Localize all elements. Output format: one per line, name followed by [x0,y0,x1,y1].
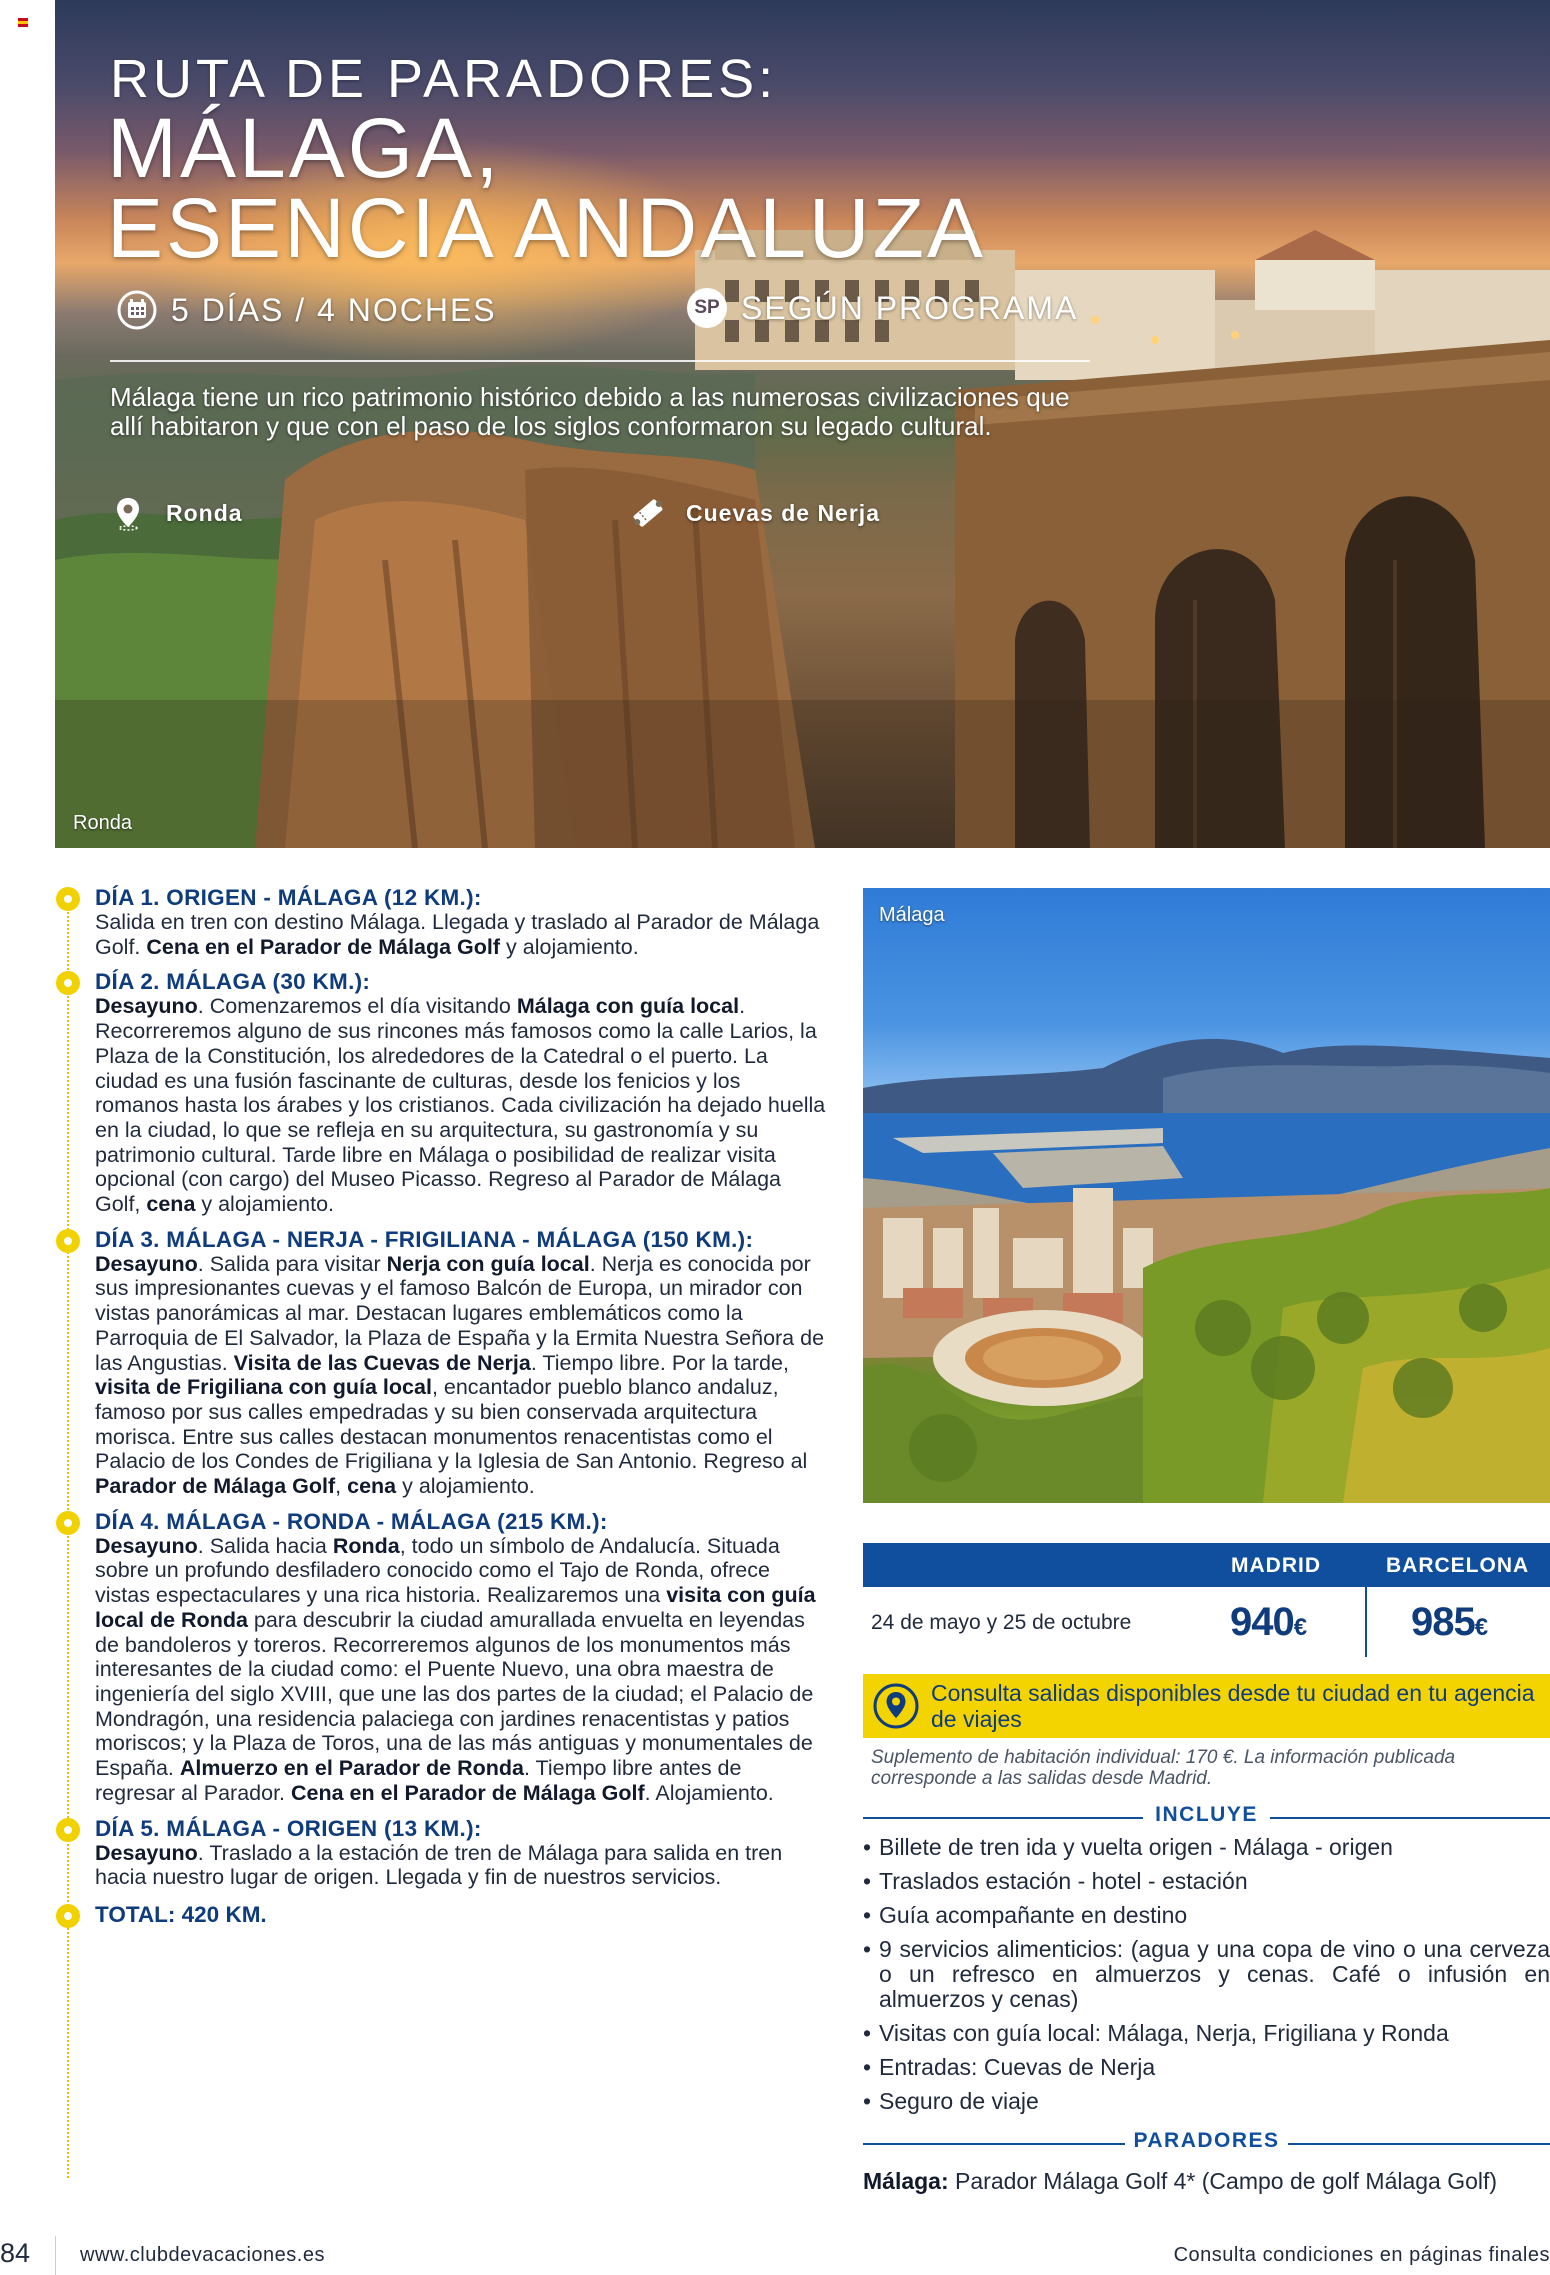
parador-name: Parador Málaga Golf 4* (Campo de golf Málaga Golf) [948,2168,1498,2194]
program-text: SEGÚN PROGRAMA [741,289,1079,326]
timeline-bullet-icon [56,1229,80,1253]
page-number: 84 [0,2238,31,2268]
highlight-cuevas-label: Cuevas de Nerja [686,499,880,526]
day-1-body: Salida en tren con destino Málaga. Llegada y traslado al Parador de Málaga Golf. Cena en el Parador de Málaga Golf y alojamiento. [95,910,820,959]
timeline-bullet-icon [56,1904,80,1928]
flag-mark [18,18,28,28]
calendar-icon [117,290,157,330]
highlight-cuevas-nerja [630,495,880,531]
incluye-item: • Billete de tren ida y vuelta origen - Málaga - origen [863,1835,1550,1860]
incluye-item: • Seguro de viaje [863,2089,1550,2114]
duration-meta [117,290,497,330]
timeline-bullet-icon [56,887,80,911]
day-5-title: DÍA 5. MÁLAGA - ORIGEN (13 KM.): [95,1815,482,1841]
incluye-item: • Entradas: Cuevas de Nerja [863,2055,1550,2080]
incluye-item: • Traslados estación - hotel - estación [863,1869,1550,1894]
incluye-item: • Visitas con guía local: Málaga, Nerja, Frigiliana y Ronda [863,2021,1550,2046]
footer-conditions: Consulta condiciones en páginas finales [1173,2244,1550,2266]
day-4-title: DÍA 4. MÁLAGA - RONDA - MÁLAGA (215 KM.): [95,1508,608,1534]
hero-title-line-1: MÁLAGA, [107,101,502,195]
price-col-barcelona: BARCELONA [1386,1554,1530,1577]
parador-city: Málaga: [863,2168,949,2194]
price-table-header [863,1543,1550,1587]
price-madrid: 940€ [1230,1600,1308,1644]
duration-text: 5 DÍAS / 4 NOCHES [171,291,497,328]
location-pin-icon [110,495,146,531]
itinerary [56,885,826,1928]
hero-highlights [110,495,1110,535]
sp-badge-icon [687,288,727,328]
hero-description: Málaga tiene un rico patrimonio histórico debido a las numerosas civilizaciones que allí habitaron y que con el paso de los siglos conformaron su legado cultural. [110,382,1070,441]
highlight-ronda [110,495,243,531]
footer-url[interactable]: www.clubdevacaciones.es [80,2244,325,2266]
paradores-heading [863,2129,1550,2159]
incluye-label: INCLUYE [1155,1803,1258,1826]
incluye-item: • Guía acompañante en destino [863,1903,1550,1928]
location-pin-icon [873,1683,919,1729]
total-text: TOTAL: 420 KM. [95,1901,267,1927]
timeline-bullet-icon [56,971,80,995]
day-3 [56,1227,826,1499]
malaga-photo-scene [863,888,1550,1503]
price-row [863,1587,1550,1657]
hero-photo-caption: Ronda [73,812,132,834]
price-divider [1365,1587,1367,1657]
day-2-title: DÍA 2. MÁLAGA (30 KM.): [95,969,371,995]
highlight-ronda-label: Ronda [166,499,243,526]
timeline-bullet-icon [56,1511,80,1535]
hero-banner [55,0,1550,848]
day-2-body: Desayuno. Comenzaremos el día visitando Málaga con guía local. Recorreremos alguno de sus rincones más famosos como la calle Larios, la Plaza de la Constitución, los alrededores de la Catedral o el puerto. La ciudad es una fusión fascinante de culturas, desde los fenicios y los romanos hasta los árabes y los cristianos. Cada civilización ha dejado huella en la ciudad, lo que se refleja en su arquitectura, su gastronomía y su patrimonio cultural. Tarde libre en Málaga o posibilidad de realizar visita opcional (con cargo) del Museo Picasso. Regreso al Parador de Málaga Golf, cena y alojamiento. [95,994,826,1217]
paradores-label: PARADORES [1133,2129,1280,2152]
hero-title-line-2: ESENCIA ANDALUZA [107,181,986,275]
parador-entry [863,2168,1497,2195]
footer-divider [55,2236,56,2275]
incluye-heading [863,1803,1550,1833]
program-meta [687,288,1078,328]
hero-eyebrow: RUTA DE PARADORES: [110,49,778,109]
day-4 [56,1509,826,1806]
sp-badge-text: SP [694,297,720,318]
incluye-list [863,1835,1550,2123]
price-barcelona: 985€ [1411,1600,1489,1644]
day-2 [56,969,826,1216]
ticket-icon [630,495,666,531]
malaga-photo-caption: Málaga [879,904,945,926]
day-3-body: Desayuno. Salida para visitar Nerja con guía local. Nerja es conocida por sus impresionantes cuevas y el famoso Balcón de Europa, un mirador con vistas panorámicas al mar. Destacan lugares emblemáticos como la Parroquia de El Salvador, la Plaza de España y la Ermita Nuestra Señora de las Angustias. Visita de las Cuevas de Nerja. Tiempo libre. Por la tarde, visita de Frigiliana con guía local, encantador pueblo blanco andaluz, famoso por sus calles empedradas y su bien conservada arquitectura morisca. Entre sus calles destacan monumentos renacentistas como el Palacio de los Condes de Frigiliana y la Iglesia de San Antonio. Regreso al Parador de Málaga Golf, cena y alojamiento. [95,1251,825,1499]
incluye-item: • 9 servicios alimenticios: (agua y una copa de vino o una cerveza o un refresco en almuerzos y cenas. Café o infusión en almuerzos y cenas) [863,1937,1550,2012]
price-dates: 24 de mayo y 25 de octubre [871,1611,1132,1634]
price-col-madrid: MADRID [1231,1554,1321,1577]
day-1 [56,885,826,959]
suplemento-note: Suplemento de habitación individual: 170 €. La información publicada corresponde a las salidas desde Madrid. [871,1747,1456,1789]
itinerary-total [56,1902,826,1928]
malaga-photo [863,888,1550,1503]
day-5 [56,1816,826,1890]
hero-divider [110,360,1090,362]
price-table [863,1543,1550,1657]
hero-meta-row [117,288,1079,332]
consult-banner [863,1674,1550,1738]
timeline-bullet-icon [56,1818,80,1842]
day-4-body: Desayuno. Salida hacia Ronda, todo un símbolo de Andalucía. Situada sobre un profundo desfiladero conocido como el Tajo de Ronda, ofrece vistas espectaculares y una rica historia. Realizaremos una visita con guía local de Ronda para descubrir la ciudad amurallada envuelta en leyendas de bandoleros y toreros. Recorreremos algunos de los monumentos más interesantes de la ciudad como: el Puente Nuevo, una obra maestra de ingeniería del siglo XVIII, que une las dos partes de la ciudad; el Palacio de Mondragón, una residencia palaciega con jardines renacentistas y patios moriscos; y la Plaza de Toros, una de las más antiguas y monumentales de España. Almuerzo en el Parador de Ronda. Tiempo libre antes de regresar al Parador. Cena en el Parador de Málaga Golf. Alojamiento. [95,1533,816,1805]
consult-text: Consulta salidas disponibles desde tu ciudad en tu agencia de viajes [931,1680,1535,1732]
day-5-body: Desayuno. Traslado a la estación de tren de Málaga para salida en tren hacia nuestro lugar de origen. Llegada y fin de nuestros servicios. [95,1840,783,1890]
day-1-title: DÍA 1. ORIGEN - MÁLAGA (12 KM.): [95,885,482,910]
day-3-title: DÍA 3. MÁLAGA - NERJA - FRIGILIANA - MÁLAGA (150 KM.): [95,1226,754,1252]
